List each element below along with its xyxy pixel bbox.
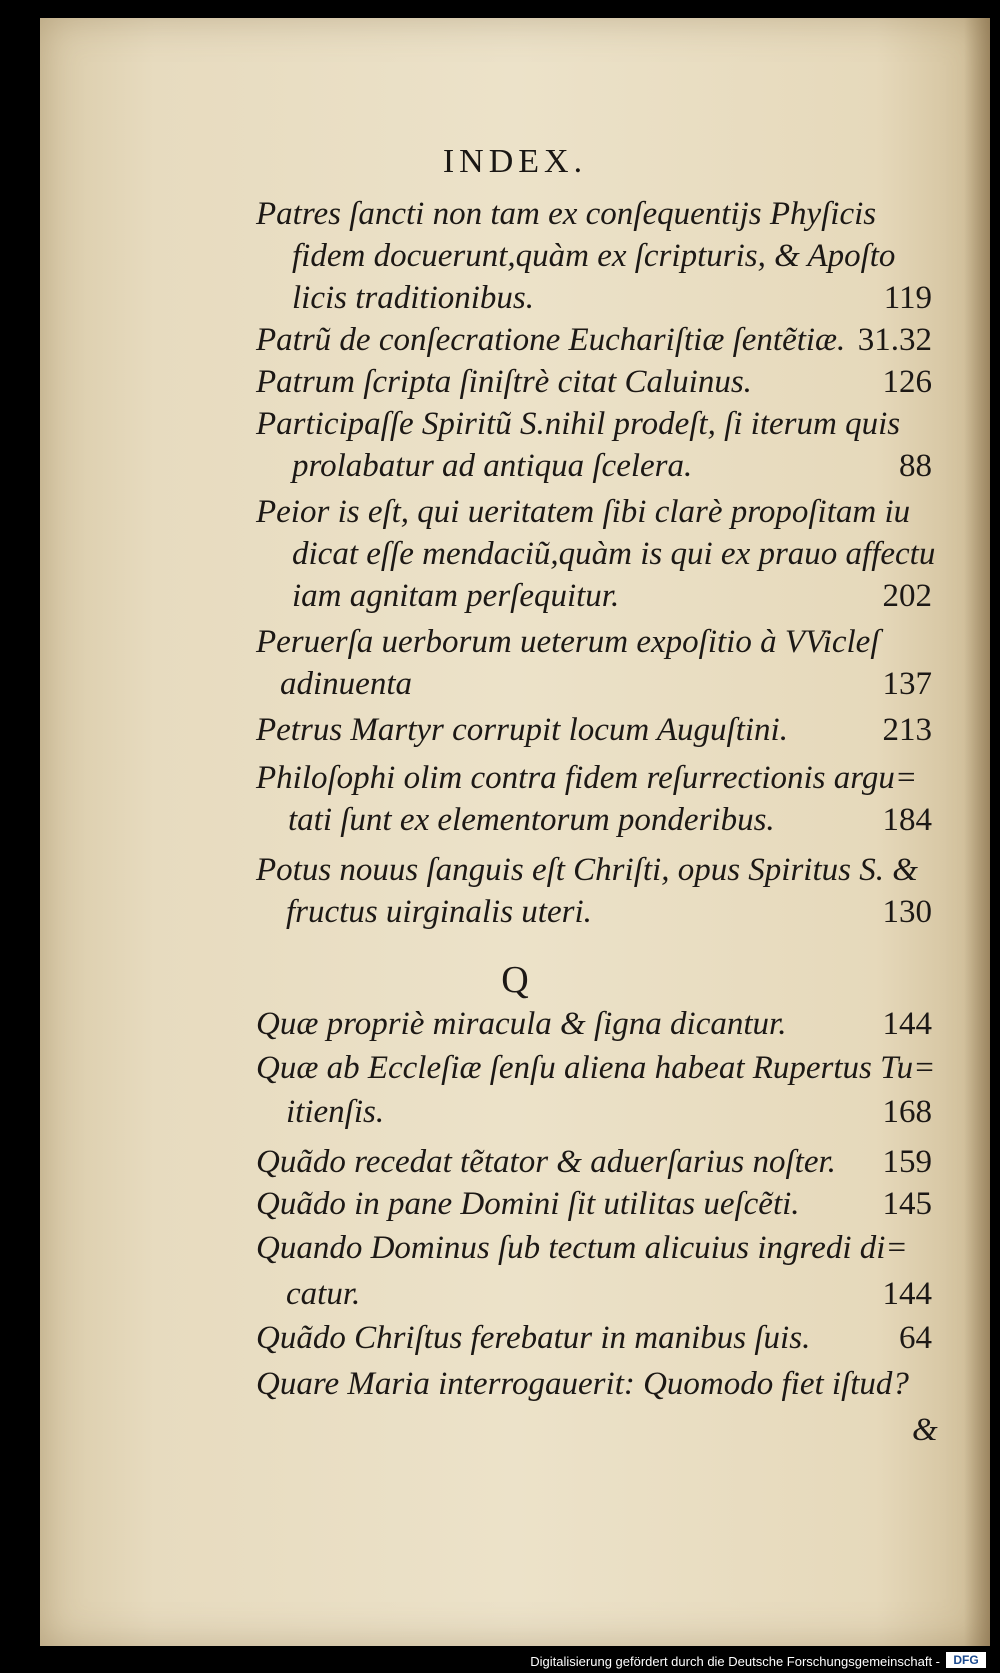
index-line <box>40 1408 990 1452</box>
index-line <box>40 756 990 800</box>
entry-text: tati ſunt ex elementorum ponderibus. <box>288 802 775 838</box>
footer-bar <box>0 1646 1000 1673</box>
entry-text: Peior is eſt, qui ueritatem ſibi clarè propoſitam iu <box>256 494 911 530</box>
index-line <box>40 1140 990 1184</box>
footer-credit: Digitalisierung gefördert durch die Deutsche Forschungsgemeinschaft - <box>530 1654 940 1669</box>
index-line <box>40 1002 990 1046</box>
index-line <box>40 1046 990 1090</box>
entry-text: iam agnitam perſequitur. <box>292 578 620 614</box>
index-line <box>40 798 990 842</box>
entry-text: & <box>912 1412 938 1448</box>
entry-text: Patrum ſcripta ſiniſtrè citat Caluinus. <box>256 364 752 400</box>
entry-page-number: 145 <box>882 1186 932 1222</box>
index-line <box>40 848 990 892</box>
entry-page-number: 31.32 <box>857 322 932 358</box>
index-line <box>40 890 990 934</box>
index-line <box>40 574 990 618</box>
section-letter-heading: Q <box>501 959 529 1001</box>
entry-text: Peruerſa uerborum ueterum expoſitio à VVicleſ <box>256 624 880 660</box>
index-line <box>40 318 990 362</box>
index-line <box>40 360 990 404</box>
page-header: INDEX. <box>442 143 588 180</box>
entry-page-number: 137 <box>882 666 932 702</box>
entry-text: Patrũ de conſecratione Euchariſtiæ ſentẽtiæ. <box>256 322 846 358</box>
entry-page-number: 64 <box>899 1320 932 1356</box>
entry-page-number: 119 <box>883 280 932 316</box>
index-line <box>40 662 990 706</box>
entry-text: dicat eſſe mendaciũ,quàm is qui ex prauo affectu <box>292 536 936 572</box>
index-line <box>40 620 990 664</box>
index-line <box>40 1272 990 1316</box>
index-line <box>40 532 990 576</box>
index-line <box>40 444 990 488</box>
entry-page-number: 144 <box>882 1276 932 1312</box>
entry-text: Quando Dominus ſub tectum alicuius ingredi di= <box>256 1230 908 1266</box>
index-line <box>40 1362 990 1406</box>
index-line <box>40 276 990 320</box>
entry-text: adinuenta <box>280 666 412 702</box>
book-page <box>40 18 990 1646</box>
index-line <box>40 1226 990 1270</box>
entry-text: Quæ propriè miracula & ſigna dicantur. <box>256 1006 787 1042</box>
entry-text: Potus nouus ſanguis eſt Chriſti, opus Spiritus S. & <box>256 852 918 888</box>
index-line <box>40 1090 990 1134</box>
entry-page-number: 202 <box>882 578 932 614</box>
entry-text: Quãdo recedat tẽtator & aduerſarius noſter. <box>256 1144 836 1180</box>
entry-page-number: 184 <box>882 802 932 838</box>
index-line <box>40 708 990 752</box>
dfg-logo: DFG <box>946 1652 986 1668</box>
entry-page-number: 159 <box>882 1144 932 1180</box>
entry-text: fructus uirginalis uteri. <box>286 894 592 930</box>
entry-text: licis traditionibus. <box>292 280 535 316</box>
entry-text: Philoſophi olim contra fidem reſurrectionis argu= <box>256 760 918 796</box>
entry-page-number: 168 <box>882 1094 932 1130</box>
index-line <box>40 1316 990 1360</box>
index-line <box>40 1182 990 1226</box>
entry-page-number: 126 <box>882 364 932 400</box>
entry-page-number: 88 <box>899 448 932 484</box>
entry-page-number: 130 <box>882 894 932 930</box>
entry-text: Quæ ab Eccleſiæ ſenſu aliena habeat Rupertus Tu= <box>256 1050 936 1086</box>
entry-page-number: 144 <box>882 1006 932 1042</box>
entry-text: Patres ſancti non tam ex conſequentijs Phyſicis <box>256 196 877 232</box>
entry-text: Participaſſe Spiritũ S.nihil prodeſt, ſi iterum quis <box>256 406 901 442</box>
entry-text: fidem docuerunt,quàm ex ſcripturis, & Apoſto <box>292 238 896 274</box>
entry-text: catur. <box>286 1276 361 1312</box>
index-line <box>40 234 990 278</box>
entry-page-number: 213 <box>882 712 932 748</box>
entry-text: Petrus Martyr corrupit locum Auguſtini. <box>256 712 788 748</box>
entry-text: Quare Maria interrogauerit: Quomodo fiet iſtud? <box>256 1366 909 1402</box>
index-line <box>40 192 990 236</box>
index-line <box>40 490 990 534</box>
entry-text: Quãdo in pane Domini ſit utilitas ueſcẽti. <box>256 1186 800 1222</box>
entry-text: Quãdo Chriſtus ferebatur in manibus ſuis. <box>256 1320 811 1356</box>
entry-text: prolabatur ad antiqua ſcelera. <box>292 448 693 484</box>
entry-text: itienſis. <box>286 1094 385 1130</box>
index-line <box>40 402 990 446</box>
